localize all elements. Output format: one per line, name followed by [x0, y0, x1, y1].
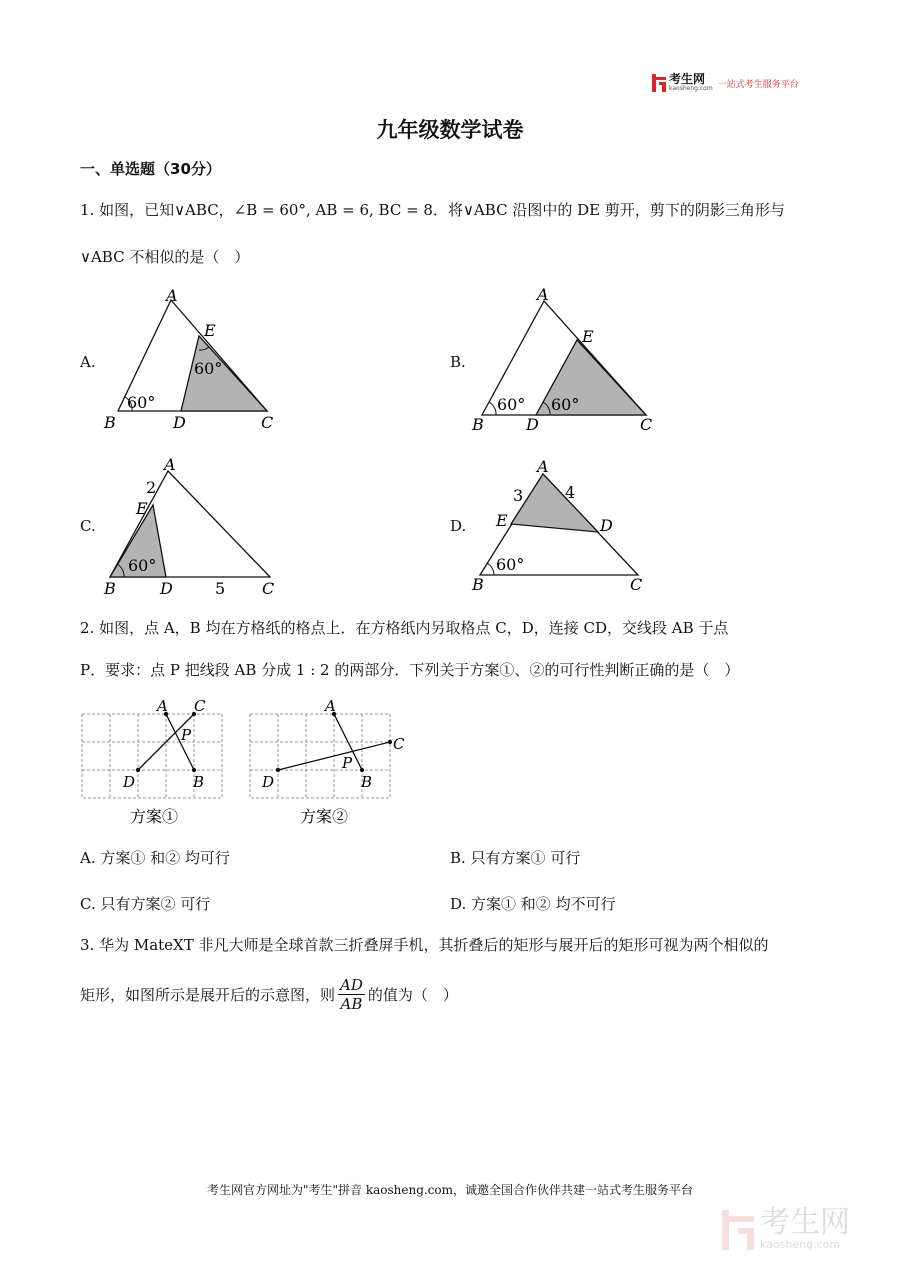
- watermark-name: 考生网: [760, 1205, 850, 1240]
- q1-option-b-label: B.: [450, 353, 466, 371]
- shaded-triangle: [511, 474, 598, 532]
- q2-option-c: C. 只有方案② 可行: [80, 895, 211, 913]
- label-b: B: [193, 773, 205, 791]
- angle-label: 60°: [497, 395, 526, 414]
- label-c: C: [261, 413, 274, 432]
- label-c: C: [393, 735, 405, 753]
- label-a: A: [164, 455, 176, 474]
- label-p: P: [181, 726, 192, 744]
- label-a: A: [537, 285, 549, 304]
- angle-label: 60°: [496, 555, 525, 574]
- angle-label: 60°: [127, 393, 156, 412]
- label-d: D: [173, 413, 186, 432]
- q2-line2: P．要求：点 P 把线段 AB 分成 1 : 2 的两部分．下列关于方案①、②的可行性判断正确的是（ ）: [80, 661, 740, 679]
- length-label: 4: [565, 483, 576, 502]
- q2-line1: 2. 如图，点 A，B 均在方格纸的格点上．在方格纸内另取格点 C，D，连接 CD，交线段 AB 于点: [80, 619, 729, 637]
- point-d: [136, 768, 140, 772]
- label-b: B: [361, 773, 373, 791]
- label-e: E: [496, 511, 508, 530]
- q1-figure-d: [468, 450, 668, 600]
- page-title: 九年级数学试卷: [376, 118, 524, 142]
- fraction-denominator: AB: [340, 995, 363, 1013]
- label-d: D: [160, 579, 173, 598]
- angle-label: 60°: [128, 556, 157, 575]
- label-e: E: [204, 321, 216, 340]
- q1-option-c-label: C.: [80, 517, 96, 535]
- point-d: [276, 768, 280, 772]
- label-c: C: [630, 575, 643, 594]
- fraction-numerator: AD: [340, 976, 363, 994]
- page-footer: 考生网官方网址为"考生"拼音 kaosheng.com，诚邀全国合作伙伴共建一站式考生服务平台: [206, 1183, 694, 1197]
- label-c: C: [640, 415, 653, 434]
- label-a: A: [166, 286, 178, 305]
- label-a: A: [325, 697, 336, 715]
- kaosheng-logo-icon: [652, 74, 666, 92]
- label-c: C: [194, 697, 206, 715]
- q1-line1: 1. 如图，已知∨ABC，∠B = 60°, AB = 6, BC = 8．将∨ABC 沿图中的 DE 剪开，剪下的阴影三角形与: [80, 201, 785, 219]
- point-c: [388, 740, 392, 744]
- scheme1-caption: 方案①: [130, 807, 179, 826]
- q2-option-a: A. 方案① 和② 均可行: [80, 849, 230, 867]
- label-b: B: [104, 579, 116, 598]
- length-label: 2: [146, 478, 157, 497]
- label-p: P: [342, 754, 353, 772]
- q3-line1: 3. 华为 MateXT 非凡大师是全球首款三折叠屏手机，其折叠后的矩形与展开后的矩形可视为两个相似的: [80, 936, 769, 954]
- q3-fraction: [338, 976, 365, 1013]
- label-d: D: [123, 773, 136, 791]
- q3-line2-pre: 矩形，如图所示是展开后的示意图，则: [80, 986, 336, 1004]
- label-d: D: [262, 773, 275, 791]
- label-a: A: [537, 457, 549, 476]
- point-b: [360, 768, 364, 772]
- q1-figure-b: [468, 284, 668, 434]
- q3-line2: [80, 976, 458, 1013]
- q2-option-b: B. 只有方案① 可行: [450, 849, 581, 867]
- label-e: E: [582, 327, 594, 346]
- length-label: 5: [215, 579, 226, 598]
- logo-slogan: 一站式考生服务平台: [717, 79, 799, 90]
- angle-arc: [487, 563, 494, 575]
- label-d: D: [526, 415, 539, 434]
- q2-scheme2-figure: [246, 696, 416, 828]
- watermark-domain: kaosheng.com: [760, 1238, 841, 1251]
- scheme2-caption: 方案②: [300, 807, 349, 826]
- point-b: [192, 768, 196, 772]
- q1-figure-c: [100, 450, 290, 600]
- logo-name: 考生网: [669, 72, 706, 86]
- label-c: C: [262, 579, 275, 598]
- q2-scheme1-figure: [80, 696, 230, 828]
- angle-arc: [489, 402, 496, 415]
- header-logo: [652, 72, 799, 94]
- label-a: A: [157, 697, 168, 715]
- label-d: D: [600, 516, 613, 535]
- section-heading: 一、单选题（30分）: [80, 160, 221, 178]
- watermark: [722, 1205, 850, 1251]
- label-b: B: [472, 575, 484, 594]
- label-b: B: [472, 415, 484, 434]
- length-label: 3: [513, 486, 524, 505]
- label-b: B: [104, 413, 116, 432]
- q1-line2: ∨ABC 不相似的是（ ）: [80, 248, 250, 266]
- logo-domain: kaosheng.com: [669, 85, 713, 92]
- q1-option-a-label: A.: [80, 353, 96, 371]
- q1-figure-a: [100, 284, 290, 434]
- q1-option-d-label: D.: [450, 517, 467, 535]
- kaosheng-watermark-icon: [722, 1210, 756, 1250]
- angle-label: 60°: [551, 395, 580, 414]
- q3-line2-post: 的值为（ ）: [367, 986, 458, 1004]
- label-e: E: [136, 499, 148, 518]
- q2-option-d: D. 方案① 和② 均不可行: [450, 895, 616, 913]
- angle-label: 60°: [194, 359, 223, 378]
